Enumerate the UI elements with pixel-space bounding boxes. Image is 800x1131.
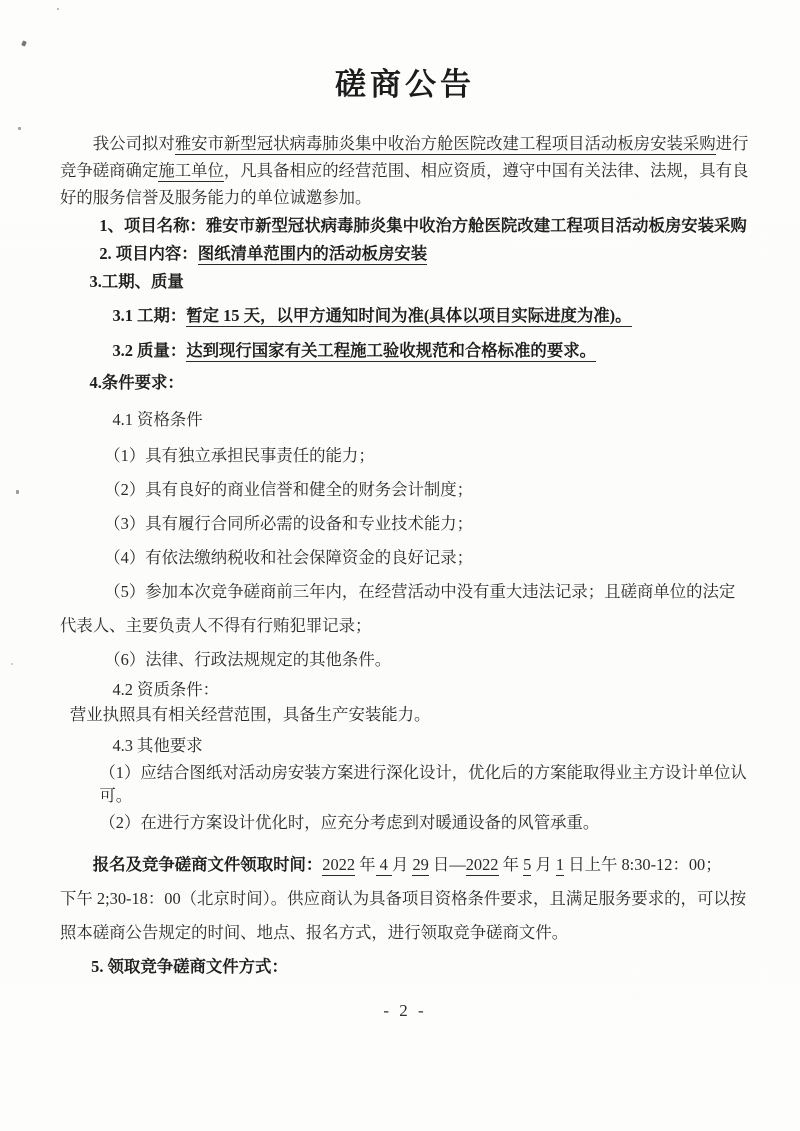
other-requirements-heading: 4.3 其他要求 [112,736,203,755]
qualification-point: （4）有依法缴纳税收和社会保障资金的良好记录； [104,548,474,567]
signup-date-segment: 2022 [465,855,499,874]
other-requirements-list [60,761,750,834]
scan-speck [16,490,19,494]
signup-date-segment: 年 [355,855,376,874]
obtain-documents-heading: 5. 领取竞争磋商文件方式： [91,957,288,976]
project-name-label: 1、项目名称： [99,216,206,235]
signup-date-segment: 2022 [322,855,356,874]
duration-quality-heading: 3.工期、质量 [89,272,184,291]
intro-text-mid: 进行竞争磋商确定 [60,134,749,180]
document-title: 磋商公告 [335,67,475,102]
license-conditions-text: 营业执照具有相关经营范围，具备生产安装能力。 [69,705,431,724]
signup-date-segment: 日上午 8:30-12：00； [564,855,722,874]
signup-date-segment: 5 [523,855,532,874]
signup-time-paragraph [60,848,750,950]
quality-item [60,337,750,365]
intro-project-name-underlined: 雅安市新型冠状病毒肺炎集中收治方舱医院改建工程项目活动板房安装采购 [174,134,716,153]
signup-date-segment: 月 [391,855,413,874]
quality-value-underlined: 达到现行国家有关工程施工验收规范和合格标准的要求。 [186,341,596,360]
signup-date-segment: 1 [555,855,565,874]
qualification-point: （2）具有良好的商业信誉和健全的财务会计制度； [104,480,474,499]
other-requirement-point: （2）在进行方案设计优化时，应充分考虑到对暖通设备的风管承重。 [99,813,600,832]
duration-label: 3.1 工期： [112,306,187,325]
scan-speck [21,40,27,46]
duration-value-underlined: 暂定 15 天，以甲方通知时间为准(具体以项目实际进度为准)。 [186,306,632,325]
signup-date-segment: 年 [498,855,524,874]
qualification-point: （3）具有履行合同所必需的设备和专业技术能力； [104,514,474,533]
qualification-conditions-heading: 4.1 资格条件 [112,410,203,429]
qualification-point: （6）法律、行政法规规定的其他条件。 [104,650,392,669]
signup-date-segment: 4 [375,855,392,874]
duration-item [60,302,750,330]
project-content-label: 2. 项目内容： [99,244,198,263]
conditions-heading: 4.条件要求： [89,373,184,392]
license-conditions-heading: 4.2 资质条件： [112,680,220,699]
scan-speck [57,8,59,10]
signup-date-segment: 月 [531,855,556,874]
scan-speck [18,127,21,130]
signup-date-segment: 日— [428,855,466,874]
signup-date-segments [322,855,721,876]
intro-text-post: ，凡具备相应的经营范围、相应资质，遵守中国有关法律、法规，具有良好的服务信誉及服务能力的单位诚邀参加。 [60,161,749,207]
signup-time-label: 报名及竞争磋商文件领取时间： [92,855,323,874]
project-content-value-underlined: 图纸清单范围内的活动板房安装 [197,244,428,263]
intro-paragraph [60,130,750,211]
qualification-point: （1）具有独立承担民事责任的能力； [104,446,375,465]
scan-speck [11,663,13,665]
qualification-points-list [60,439,750,677]
quality-label: 3.2 质量： [112,341,187,360]
page-number: - 2 - [383,1001,427,1020]
signup-time-rest: 下午 2;30-18：00（北京时间）。供应商认为具备项目资格条件要求，且满足服务要求的，可以按照本磋商公告规定的时间、地点、报名方式，进行领取竞争磋商文件。 [60,889,747,942]
project-name-item [60,211,750,240]
project-content-item [60,240,750,268]
intro-text-pre: 我公司拟对 [92,134,175,153]
qualification-point: （5）参加本次竞争磋商前三年内，在经营活动中没有重大违法记录；且磋商单位的法定代表人、主要负责人不得有行贿犯罪记录； [60,582,736,635]
scan-speck [103,934,105,936]
signup-date-segment: 29 [412,855,429,874]
other-requirement-point: （1）应结合图纸对活动房安装方案进行深化设计，优化后的方案能取得业主方设计单位认可。 [99,763,747,805]
project-name-value: 雅安市新型冠状病毒肺炎集中收治方舱医院改建工程项目活动板房安装采购 [205,216,747,235]
intro-construction-unit-underlined: 施工单位 [158,161,224,180]
